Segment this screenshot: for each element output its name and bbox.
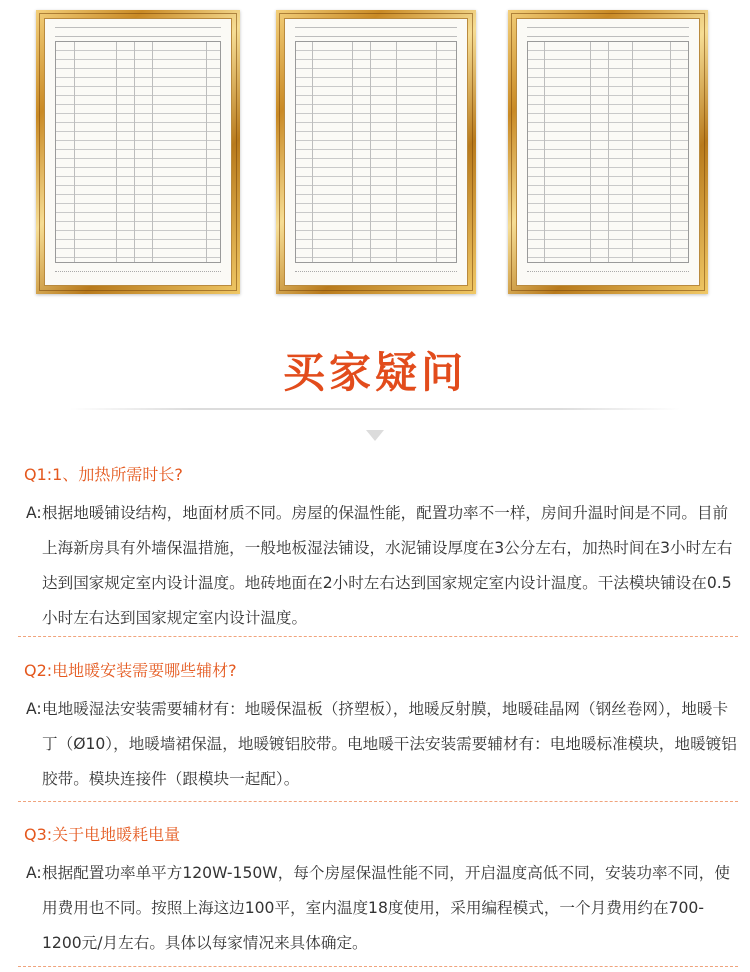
title-divider [70, 408, 680, 410]
faq-answer [26, 692, 740, 797]
certificate-image [44, 18, 232, 286]
answer-prefix: A: [26, 864, 42, 882]
certificate-frame-1 [36, 10, 240, 294]
answer-prefix: A: [26, 504, 42, 522]
chevron-down-icon [366, 430, 384, 441]
faq-divider [18, 801, 738, 802]
faq-divider [18, 966, 738, 967]
certificates-row [0, 0, 750, 300]
faq-question: Q1:1、加热所需时长? [24, 465, 183, 484]
faq-answer [26, 496, 740, 636]
section-title: 买家疑问 [282, 348, 467, 397]
faq-answer [26, 856, 740, 961]
certificate-image [284, 18, 468, 286]
faq-question: Q2:电地暖安装需要哪些辅材? [24, 661, 237, 680]
certificate-frame-3 [508, 10, 708, 294]
answer-text: 根据配置功率单平方120W-150W，每个房屋保温性能不同，开启温度高低不同，安装功率不同，使用费用也不同。按照上海这边100平，室内温度18度使用，采用编程模式，一个月费用约在700-1200元/月左右。具体以每家情况来具体确定。 [42, 864, 730, 952]
faq-divider [18, 636, 738, 637]
answer-text: 根据地暖铺设结构，地面材质不同。房屋的保温性能，配置功率不一样，房间升温时间是不同。目前上海新房具有外墙保温措施，一般地板湿法铺设，水泥铺设厚度在3公分左右，加热时间在3小时左右达到国家规定室内设计温度。地砖地面在2小时左右达到国家规定室内设计温度。干法模块铺设在0.5小时左右达到国家规定室内设计温度。 [42, 504, 733, 627]
certificate-image [516, 18, 700, 286]
answer-prefix: A: [26, 700, 42, 718]
certificate-frame-2 [276, 10, 476, 294]
answer-text: 电地暖湿法安装需要辅材有：地暖保温板（挤塑板），地暖反射膜，地暖硅晶网（钢丝卷网），地暖卡丁（Ø10），地暖墙裙保温，地暖镀铝胶带。电地暖干法安装需要辅材有：电地暖标准模块，地暖镀铝胶带。模块连接件（跟模块一起配）。 [42, 700, 737, 788]
faq-item-2 [24, 660, 740, 797]
faq-question: Q3:关于电地暖耗电量 [24, 825, 181, 844]
faq-item-1 [24, 464, 740, 636]
faq-item-3 [24, 824, 740, 961]
